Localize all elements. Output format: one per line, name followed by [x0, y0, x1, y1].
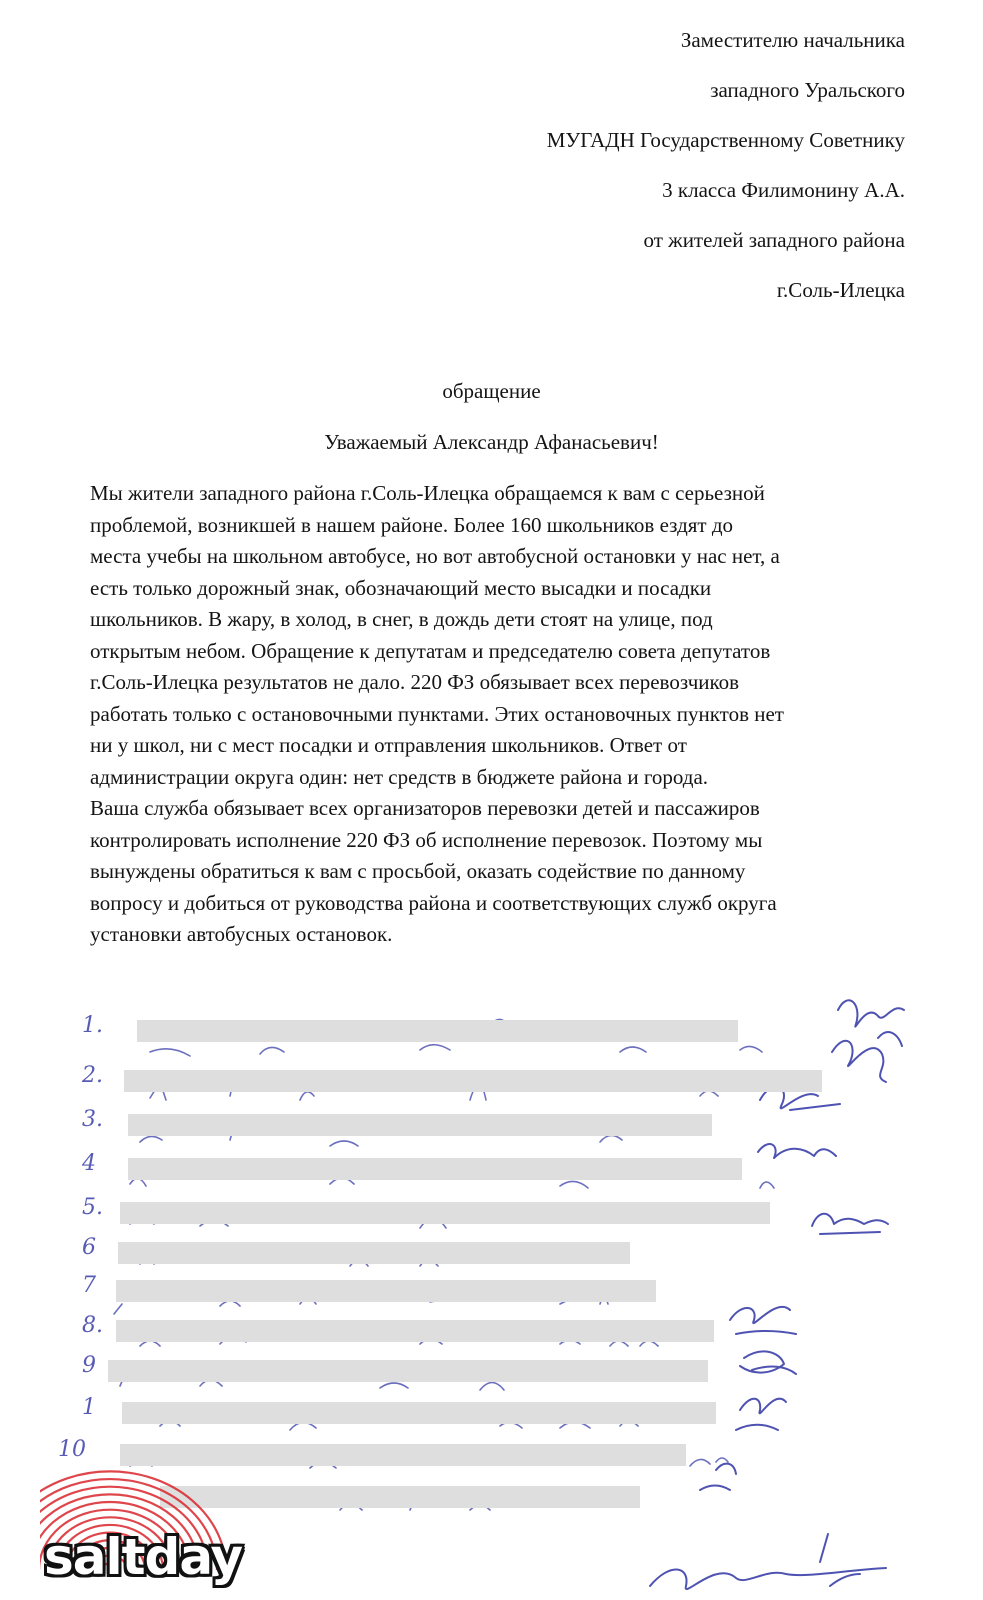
signature-row-number: 3.: [82, 1107, 103, 1132]
body-line: администрации округа один: нет средств в бюджете района и города.: [90, 765, 709, 789]
addressee-line: 3 класса Филимонину А.А.: [662, 178, 905, 202]
signature-row-number: 1: [82, 1395, 96, 1420]
redaction-bar: [108, 1360, 708, 1382]
handwriting-stroke: [758, 1144, 836, 1158]
body-line: школьников. В жару, в холод, в снег, в дождь дети стоят на улице, под: [90, 607, 713, 631]
addressee-line: МУГАДН Государственному Советнику: [546, 128, 905, 152]
addressee-line: г.Соль-Илецка: [776, 278, 905, 302]
signature-row-number: 5.: [82, 1195, 103, 1220]
body-line: проблемой, возникшей в нашем районе. Более 160 школьников ездят до: [90, 513, 734, 537]
body-line: Ваша служба обязывает всех организаторов перевозки детей и пассажиров: [90, 796, 760, 820]
body-line: г.Соль-Илецка результатов не дало. 220 ФЗ обязывает всех перевозчиков: [90, 670, 740, 694]
body-line: открытым небом. Обращение к депутатам и председателю совета депутатов: [90, 639, 771, 663]
body-line: места учебы на школьном автобусе, но вот автобусной остановки у нас нет, а: [90, 544, 780, 568]
body-line: вынуждены обратиться к вам с просьбой, оказать содействие по данному: [90, 859, 746, 883]
handwriting-stroke: [700, 1464, 736, 1490]
signature-row-number: 7: [82, 1273, 96, 1298]
watermark-text: saltday: [44, 1528, 243, 1586]
body-line: установки автобусных остановок.: [90, 922, 393, 946]
handwriting-stroke: [150, 1045, 762, 1056]
signature-row-number: 9: [82, 1353, 96, 1378]
redaction-bar: [116, 1320, 714, 1342]
signature-row-number: 6: [82, 1235, 96, 1260]
salutation: Уважаемый Александр Афанасьевич!: [324, 430, 659, 454]
handwriting-stroke: [650, 1534, 886, 1589]
handwriting-stroke: [838, 1000, 904, 1026]
addressee-line: Заместителю начальника: [680, 28, 905, 52]
body-line: вопросу и добиться от руководства района и соответствующих служб округа: [90, 891, 777, 915]
body-line: работать только с остановочными пунктами. Этих остановочных пунктов нет: [90, 702, 784, 726]
redaction-bar: [137, 1020, 738, 1042]
signature-row-number: 4: [82, 1151, 96, 1176]
redaction-bar: [116, 1280, 656, 1302]
redaction-bar: [120, 1202, 770, 1224]
body-line: есть только дорожный знак, обозначающий место высадки и посадки: [90, 576, 712, 600]
document-heading: обращение: [442, 379, 541, 403]
handwriting-stroke: [832, 1032, 902, 1082]
signature-row-number: 1.: [82, 1013, 103, 1038]
watermark-logo: [44, 1528, 294, 1586]
handwriting-stroke: [730, 1307, 796, 1334]
body-line: Мы жители западного района г.Соль-Илецка обращаемся к вам с серьезной: [90, 481, 765, 505]
body-line: ни у школ, ни с мест посадки и отправления школьников. Ответ от: [90, 733, 687, 757]
signature-row-number: 8.: [82, 1313, 103, 1338]
signature-row-number: 10: [58, 1437, 86, 1462]
addressee-line: от жителей западного района: [643, 228, 905, 252]
handwriting-stroke: [736, 1399, 786, 1430]
signature-row-number: 2.: [82, 1063, 103, 1088]
redaction-bar: [118, 1242, 630, 1264]
redaction-bar: [128, 1114, 712, 1136]
redaction-bar: [128, 1158, 742, 1180]
handwriting-stroke: [740, 1351, 796, 1374]
addressee-line: западного Уральского: [710, 78, 905, 102]
handwriting-stroke: [812, 1214, 888, 1234]
body-line: контролировать исполнение 220 ФЗ об исполнение перевозок. Поэтому мы: [90, 828, 763, 852]
redaction-bar: [124, 1070, 822, 1092]
